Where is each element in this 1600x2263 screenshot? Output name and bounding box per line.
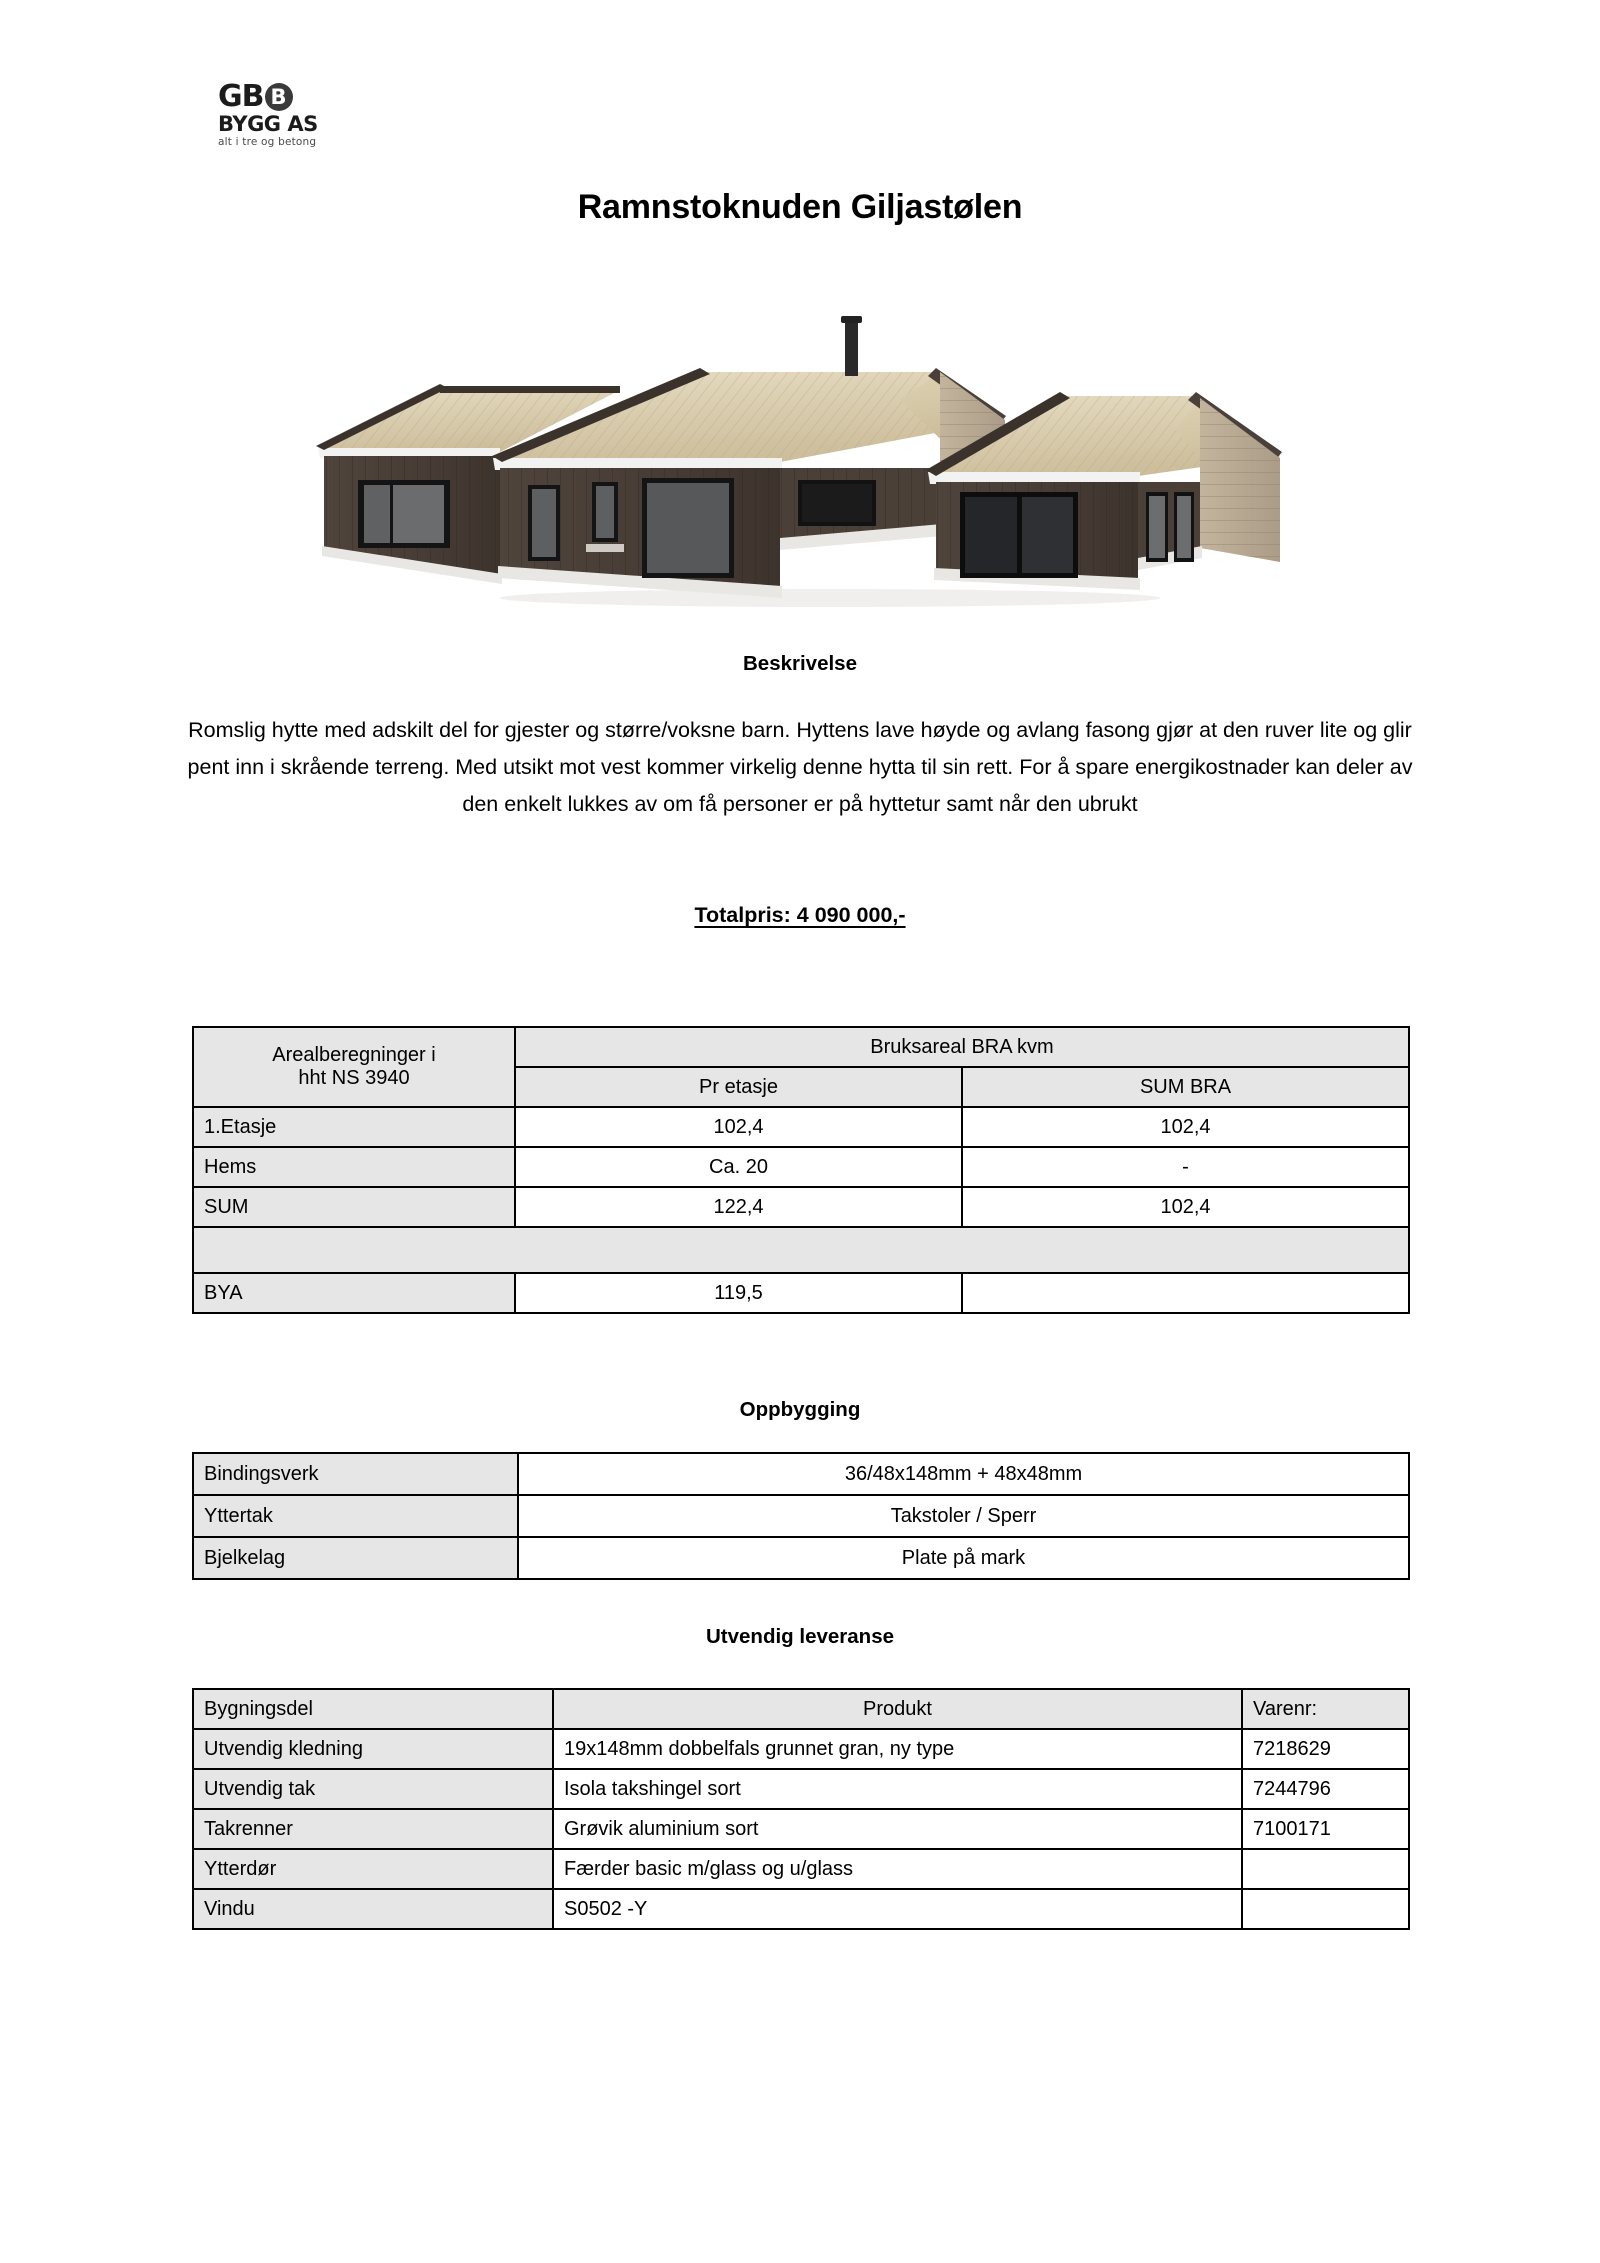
table-row xyxy=(193,1107,1409,1147)
table-row xyxy=(193,1147,1409,1187)
areal-header-left xyxy=(193,1027,515,1107)
areal-spacer-cell xyxy=(193,1227,1409,1273)
areal-row-1-sum-bra: - xyxy=(962,1147,1409,1187)
window-right-2-pane xyxy=(1177,496,1191,558)
areal-header-sum-bra: SUM BRA xyxy=(962,1067,1409,1107)
utvendig-header-bygningsdel: Bygningsdel xyxy=(193,1689,553,1729)
areal-row-2-label: SUM xyxy=(193,1187,515,1227)
utvendig-row-4-produkt: S0502 -Y xyxy=(553,1889,1242,1929)
table-row-bya xyxy=(193,1273,1409,1313)
utvendig-row-4-bygningsdel: Vindu xyxy=(193,1889,553,1929)
description-paragraph: Romslig hytte med adskilt del for gjester og større/voksne barn. Hyttens lave høyde og avlang fasong gjør at den ruver lite og glir pent inn i skrående terreng. Med utsikt mot vest kommer virkelig denne hytta til sin rett. For å spare energikostnader kan deler av den enkelt lukkes av om få personer er på hyttetur samt når den ubrukt xyxy=(187,718,1413,816)
table-row xyxy=(193,1769,1409,1809)
areal-bya-sum-bra xyxy=(962,1273,1409,1313)
company-logo xyxy=(218,79,358,154)
table-row-header-1 xyxy=(193,1027,1409,1067)
areal-row-0-sum-bra: 102,4 xyxy=(962,1107,1409,1147)
utvendig-row-1-varenr: 7244796 xyxy=(1242,1769,1409,1809)
table-row xyxy=(193,1889,1409,1929)
utvendig-row-0-produkt: 19x148mm dobbelfals grunnet gran, ny type xyxy=(553,1729,1242,1769)
areal-header-pr-etasje: Pr etasje xyxy=(515,1067,962,1107)
table-arealberegninger xyxy=(192,1026,1410,1314)
areal-row-2-pr-etasje: 122,4 xyxy=(515,1187,962,1227)
sliding-door-right-pane-b xyxy=(1022,497,1073,573)
areal-row-0-pr-etasje: 102,4 xyxy=(515,1107,962,1147)
oppbygging-row-1-value: Takstoler / Sperr xyxy=(518,1495,1409,1537)
areal-row-2-sum-bra: 102,4 xyxy=(962,1187,1409,1227)
utvendig-row-3-varenr xyxy=(1242,1849,1409,1889)
areal-header-left-line1: Arealberegninger i xyxy=(272,1044,436,1066)
roof-left-ridge xyxy=(438,386,620,393)
table-row xyxy=(193,1809,1409,1849)
areal-row-0-label: 1.Etasje xyxy=(193,1107,515,1147)
areal-bya-label: BYA xyxy=(193,1273,515,1313)
utvendig-row-2-produkt: Grøvik aluminium sort xyxy=(553,1809,1242,1849)
table-row xyxy=(193,1729,1409,1769)
window-main-side-pane xyxy=(802,484,872,522)
chimney-cap xyxy=(841,316,862,323)
table-row xyxy=(193,1495,1409,1537)
window-main-2-pane xyxy=(596,486,614,538)
table-row xyxy=(193,1537,1409,1579)
utvendig-row-3-produkt: Færder basic m/glass og u/glass xyxy=(553,1849,1242,1889)
window-left-1-pane-a xyxy=(364,485,390,543)
utvendig-row-3-bygningsdel: Ytterdør xyxy=(193,1849,553,1889)
section-heading-utvendig-leveranse: Utvendig leveranse xyxy=(706,1625,894,1648)
utvendig-row-0-varenr: 7218629 xyxy=(1242,1729,1409,1769)
window-main-2-sill xyxy=(586,544,624,552)
logo-circle-b-icon: B xyxy=(265,83,293,111)
gable-right-texture xyxy=(1200,398,1280,562)
window-main-1-pane xyxy=(532,489,556,557)
utvendig-header-produkt: Produkt xyxy=(553,1689,1242,1729)
logo-text-gb: GB xyxy=(218,79,264,114)
section-heading-beskrivelse: Beskrivelse xyxy=(743,652,857,675)
areal-header-left-line2: hht NS 3940 xyxy=(298,1067,410,1089)
oppbygging-row-0-value: 36/48x148mm + 48x48mm xyxy=(518,1453,1409,1495)
table-oppbygging xyxy=(192,1452,1410,1580)
utvendig-row-2-bygningsdel: Takrenner xyxy=(193,1809,553,1849)
total-price xyxy=(0,903,1600,928)
cabin-exterior-render xyxy=(300,280,1300,610)
ground-shadow xyxy=(500,589,1160,607)
table-row-spacer xyxy=(193,1227,1409,1273)
window-main-3-pane xyxy=(647,483,729,573)
oppbygging-row-2-label: Bjelkelag xyxy=(193,1537,518,1579)
window-right-1-pane xyxy=(1149,496,1165,558)
table-row xyxy=(193,1849,1409,1889)
oppbygging-row-1-label: Yttertak xyxy=(193,1495,518,1537)
oppbygging-row-0-label: Bindingsverk xyxy=(193,1453,518,1495)
logo-tagline: alt i tre og betong xyxy=(218,136,317,148)
utvendig-row-1-produkt: Isola takshingel sort xyxy=(553,1769,1242,1809)
section-heading-oppbygging: Oppbygging xyxy=(739,1398,861,1421)
areal-bya-pr-etasje: 119,5 xyxy=(515,1273,962,1313)
areal-row-1-pr-etasje: Ca. 20 xyxy=(515,1147,962,1187)
cabin-illustration-svg xyxy=(300,280,1300,610)
table-row xyxy=(193,1187,1409,1227)
utvendig-row-2-varenr: 7100171 xyxy=(1242,1809,1409,1849)
sliding-door-right-pane-a xyxy=(965,497,1017,573)
areal-header-span: Bruksareal BRA kvm xyxy=(515,1027,1409,1067)
areal-row-1-label: Hems xyxy=(193,1147,515,1187)
utvendig-row-4-varenr xyxy=(1242,1889,1409,1929)
total-price-value: Totalpris: 4 090 000,- xyxy=(694,903,906,927)
table-utvendig-leveranse xyxy=(192,1688,1410,1930)
logo-wordmark-row xyxy=(218,79,358,114)
page-title: Ramnstoknuden Giljastølen xyxy=(577,188,1023,226)
logo-text-bygg-as: BYGG AS xyxy=(218,112,318,136)
utvendig-row-0-bygningsdel: Utvendig kledning xyxy=(193,1729,553,1769)
table-row xyxy=(193,1453,1409,1495)
table-row-header xyxy=(193,1689,1409,1729)
oppbygging-row-2-value: Plate på mark xyxy=(518,1537,1409,1579)
window-left-1-pane-b xyxy=(393,485,444,543)
chimney xyxy=(845,320,858,376)
utvendig-row-1-bygningsdel: Utvendig tak xyxy=(193,1769,553,1809)
utvendig-header-varenr: Varenr: xyxy=(1242,1689,1409,1729)
